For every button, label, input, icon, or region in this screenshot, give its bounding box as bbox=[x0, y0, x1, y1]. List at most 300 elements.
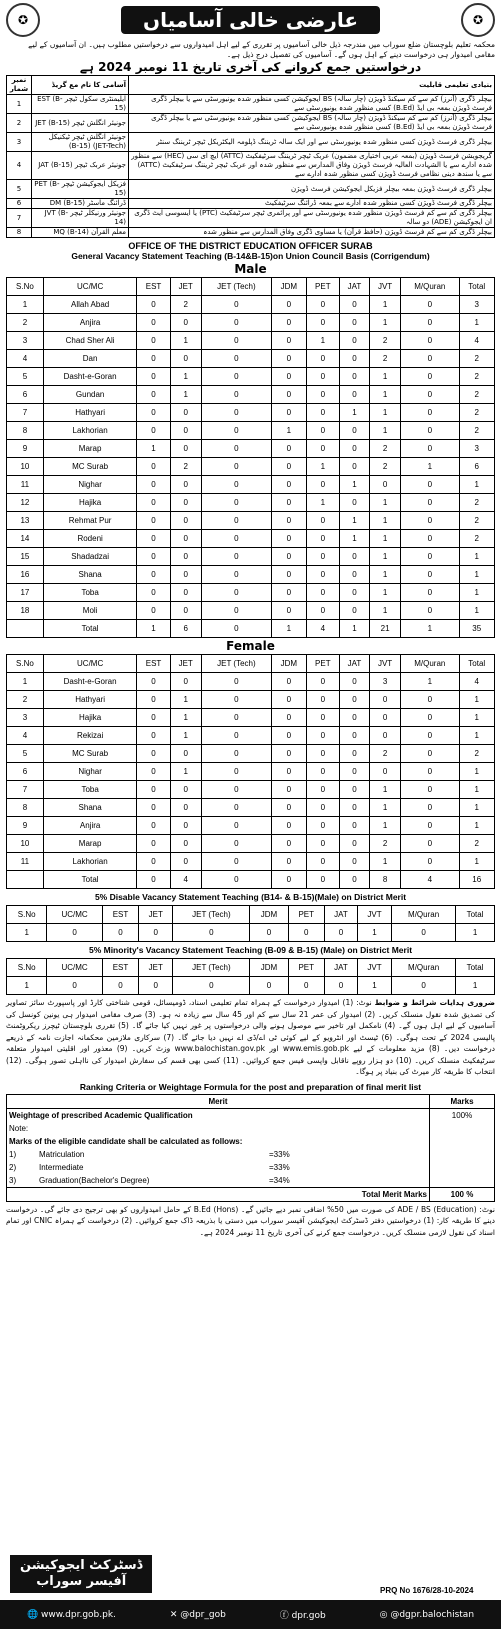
table-cell: 0 bbox=[401, 566, 459, 584]
table-cell bbox=[7, 620, 44, 638]
column-header: Total bbox=[456, 959, 495, 977]
table-cell: 0 bbox=[339, 763, 369, 781]
table-cell: 5 bbox=[7, 745, 44, 763]
table-cell: 1 bbox=[456, 977, 495, 995]
post-num: 7 bbox=[7, 209, 32, 228]
table-cell: 0 bbox=[272, 853, 307, 871]
column-header: JAT bbox=[339, 278, 369, 296]
table-cell: 0 bbox=[201, 835, 271, 853]
table-cell: 0 bbox=[201, 584, 271, 602]
table-cell: 0 bbox=[339, 602, 369, 620]
table-cell: 0 bbox=[137, 404, 170, 422]
merit-item bbox=[9, 1174, 427, 1187]
table-cell: 0 bbox=[272, 781, 307, 799]
table-cell: 0 bbox=[401, 494, 459, 512]
table-cell: 9 bbox=[7, 440, 44, 458]
table-cell: 1 bbox=[7, 977, 47, 995]
column-header: JET (Tech) bbox=[201, 655, 271, 673]
table-cell: 0 bbox=[137, 530, 170, 548]
table-cell: 0 bbox=[137, 781, 170, 799]
table-cell: 1 bbox=[370, 296, 401, 314]
table-cell: 0 bbox=[272, 440, 307, 458]
table-row bbox=[7, 422, 495, 440]
table-cell: Hathyari bbox=[43, 691, 137, 709]
table-cell: 1 bbox=[370, 799, 401, 817]
table-cell: 0 bbox=[306, 853, 339, 871]
table-cell: 0 bbox=[170, 530, 201, 548]
table-cell: 0 bbox=[306, 314, 339, 332]
table-cell: 2 bbox=[370, 835, 401, 853]
footer-instagram[interactable] bbox=[380, 1610, 474, 1620]
column-header: JET bbox=[139, 959, 173, 977]
column-header: M/Quran bbox=[392, 906, 456, 924]
table-cell: Allah Abad bbox=[43, 296, 137, 314]
table-row bbox=[7, 817, 495, 835]
table-cell: 0 bbox=[201, 817, 271, 835]
column-header: JAT bbox=[339, 655, 369, 673]
post-qual: بیچلر ڈگری فرسٹ ڈویژن بمعہ بیچلر فزیکل ایجوکیشن فرسٹ ڈویژن bbox=[129, 180, 495, 199]
table-cell: 0 bbox=[250, 977, 288, 995]
table-cell: 2 bbox=[459, 745, 495, 763]
table-cell: 0 bbox=[401, 332, 459, 350]
column-header: JET bbox=[139, 906, 173, 924]
table-cell: 0 bbox=[401, 763, 459, 781]
table-cell: 2 bbox=[459, 512, 495, 530]
merit-details bbox=[7, 1108, 430, 1187]
table-cell: 0 bbox=[137, 548, 170, 566]
table-cell: 0 bbox=[170, 799, 201, 817]
table-cell: 0 bbox=[137, 602, 170, 620]
table-cell: Shadadzai bbox=[43, 548, 137, 566]
table-cell: 0 bbox=[201, 386, 271, 404]
table-cell: 0 bbox=[401, 727, 459, 745]
post-row bbox=[7, 152, 495, 180]
table-cell: 0 bbox=[306, 404, 339, 422]
table-row bbox=[7, 332, 495, 350]
table-cell: 1 bbox=[306, 332, 339, 350]
table-cell: 0 bbox=[272, 763, 307, 781]
government-seal-icon: ✪ bbox=[6, 3, 40, 37]
table-cell: 0 bbox=[272, 476, 307, 494]
table-cell: 0 bbox=[272, 368, 307, 386]
table-row bbox=[7, 512, 495, 530]
table-cell: 35 bbox=[459, 620, 495, 638]
table-cell: 0 bbox=[201, 566, 271, 584]
post-num: 4 bbox=[7, 152, 32, 180]
table-cell: 0 bbox=[306, 817, 339, 835]
table-cell: 0 bbox=[201, 368, 271, 386]
table-cell: 1 bbox=[370, 368, 401, 386]
table-cell: 0 bbox=[137, 817, 170, 835]
table-cell: Rekizai bbox=[43, 727, 137, 745]
table-row bbox=[7, 530, 495, 548]
footer-bar bbox=[0, 1600, 501, 1629]
table-cell: 11 bbox=[7, 853, 44, 871]
signature-line-1: ڈسٹرکٹ ایجوکیشن bbox=[20, 1558, 143, 1573]
post-row bbox=[7, 228, 495, 238]
table-cell: 0 bbox=[401, 404, 459, 422]
table-cell: 0 bbox=[272, 566, 307, 584]
column-header: M/Quran bbox=[401, 278, 459, 296]
table-cell: Toba bbox=[43, 781, 137, 799]
total-merit-value: 100 % bbox=[430, 1187, 495, 1201]
table-cell: 0 bbox=[339, 817, 369, 835]
table-cell: 0 bbox=[339, 799, 369, 817]
minority-title: 5% Minority's Vacancy Statement Teaching (B-09 & B-15) (Male) on District Merit bbox=[88, 945, 413, 955]
table-cell: 0 bbox=[339, 709, 369, 727]
merit-item-label: Matriculation bbox=[39, 1149, 85, 1159]
total-row bbox=[7, 871, 495, 889]
table-cell: 0 bbox=[370, 727, 401, 745]
table-cell: Nighar bbox=[43, 476, 137, 494]
male-label: Male bbox=[234, 262, 267, 276]
table-cell: 1 bbox=[170, 691, 201, 709]
table-cell: 0 bbox=[370, 763, 401, 781]
table-cell: 0 bbox=[272, 530, 307, 548]
table-cell: 0 bbox=[339, 727, 369, 745]
post-qual: بیچلر ڈگری کم سے کم فرسٹ ڈویژن (حافظ قرآن) یا مساوی ڈگری وفاق المدارس سے منظور شدہ bbox=[129, 228, 495, 238]
header bbox=[0, 0, 501, 40]
column-header: JDM bbox=[250, 959, 288, 977]
table-cell: 0 bbox=[306, 566, 339, 584]
table-cell: 4 bbox=[459, 332, 495, 350]
table-cell: Hathyari bbox=[43, 404, 137, 422]
table-cell: 0 bbox=[137, 422, 170, 440]
table-cell: 1 bbox=[370, 602, 401, 620]
table-cell: 0 bbox=[201, 709, 271, 727]
table-cell: 0 bbox=[201, 422, 271, 440]
table-cell: 0 bbox=[272, 727, 307, 745]
table-cell: 0 bbox=[170, 314, 201, 332]
column-header: S.No bbox=[7, 959, 47, 977]
male-vacancy-table bbox=[6, 277, 495, 638]
table-cell: 0 bbox=[392, 924, 456, 942]
post-post: ڈرائنگ ماسٹر DM (B-15) bbox=[32, 199, 129, 209]
column-header: JVT bbox=[370, 278, 401, 296]
table-cell: 2 bbox=[370, 440, 401, 458]
table-cell: 0 bbox=[339, 691, 369, 709]
footer-web-text: www.dpr.gob.pk. bbox=[41, 1609, 116, 1620]
footer-facebook[interactable] bbox=[280, 1608, 326, 1621]
column-header: S.No bbox=[7, 906, 47, 924]
table-cell: 8 bbox=[7, 799, 44, 817]
table-cell: 0 bbox=[201, 530, 271, 548]
table-cell: 2 bbox=[459, 530, 495, 548]
table-cell: 1 bbox=[370, 584, 401, 602]
footer-twitter-text: @dpr_gob bbox=[180, 1609, 226, 1620]
table-cell: 1 bbox=[170, 368, 201, 386]
table-cell: Dan bbox=[43, 350, 137, 368]
table-cell: 0 bbox=[201, 673, 271, 691]
table-cell: Shana bbox=[43, 799, 137, 817]
table-cell: 0 bbox=[137, 512, 170, 530]
table-cell: 0 bbox=[401, 530, 459, 548]
facebook-icon: ⓕ bbox=[279, 1611, 289, 1621]
table-cell: 0 bbox=[137, 566, 170, 584]
table-cell: 0 bbox=[170, 476, 201, 494]
table-cell: 0 bbox=[272, 835, 307, 853]
table-cell: 0 bbox=[339, 835, 369, 853]
table-cell: 0 bbox=[201, 691, 271, 709]
footer-web[interactable] bbox=[27, 1610, 116, 1620]
table-cell: Anjira bbox=[43, 314, 137, 332]
table-cell: 0 bbox=[139, 924, 173, 942]
table-cell: 16 bbox=[7, 566, 44, 584]
table-cell: 0 bbox=[306, 691, 339, 709]
table-cell: 0 bbox=[401, 512, 459, 530]
table-cell: 0 bbox=[272, 386, 307, 404]
table-row bbox=[7, 440, 495, 458]
table-cell: 6 bbox=[459, 458, 495, 476]
table-cell: 0 bbox=[401, 296, 459, 314]
table-cell: 12 bbox=[7, 494, 44, 512]
post-row bbox=[7, 95, 495, 114]
table-cell: 0 bbox=[306, 799, 339, 817]
post-num: 2 bbox=[7, 114, 32, 133]
table-cell: 4 bbox=[170, 871, 201, 889]
table-cell: 0 bbox=[339, 871, 369, 889]
intro-text: محکمہ تعلیم بلوچستان ضلع سوراب میں مندرجہ ذیل خالی آسامیوں پر تقرری کے لیے اہل امیدواروں سے درخواستیں مطلوب ہیں۔ ان آسامیوں کے لیے مقامی امیدوار ہی درخواست دینے کے اہل ہوں گے۔ آسامیوں کی تفصیل درج ذیل ہے۔ bbox=[28, 40, 495, 59]
table-cell: 1 bbox=[459, 602, 495, 620]
table-cell: Dasht-e-Goran bbox=[43, 673, 137, 691]
table-cell: 1 bbox=[339, 404, 369, 422]
table-cell: 2 bbox=[170, 296, 201, 314]
table-row bbox=[7, 566, 495, 584]
table-cell: 0 bbox=[392, 977, 456, 995]
table-cell: 0 bbox=[137, 350, 170, 368]
table-cell: 3 bbox=[7, 332, 44, 350]
table-cell: 0 bbox=[306, 530, 339, 548]
column-header: Total bbox=[459, 655, 495, 673]
column-header: JET bbox=[170, 278, 201, 296]
column-header: PET bbox=[306, 655, 339, 673]
table-cell: 7 bbox=[7, 781, 44, 799]
table-cell: 1 bbox=[459, 799, 495, 817]
table-cell: 0 bbox=[339, 745, 369, 763]
table-cell: 1 bbox=[7, 924, 47, 942]
table-cell: 1 bbox=[459, 314, 495, 332]
table-cell: Chad Sher Ali bbox=[43, 332, 137, 350]
table-cell: 0 bbox=[288, 924, 324, 942]
post-num: 3 bbox=[7, 133, 32, 152]
table-cell: Marap bbox=[43, 835, 137, 853]
table-cell: 1 bbox=[370, 512, 401, 530]
header-post: آسامی کا نام مع گریڈ bbox=[32, 76, 129, 95]
table-cell: 0 bbox=[201, 476, 271, 494]
table-cell: 8 bbox=[370, 871, 401, 889]
column-header: JVT bbox=[370, 655, 401, 673]
table-cell: 0 bbox=[201, 494, 271, 512]
table-cell: 4 bbox=[401, 871, 459, 889]
table-cell: 0 bbox=[137, 332, 170, 350]
table-cell: 2 bbox=[7, 314, 44, 332]
table-cell: 1 bbox=[170, 763, 201, 781]
footer-instagram-text: @dgpr.balochistan bbox=[390, 1609, 475, 1620]
page-title: عارضی خالی آسامیاں bbox=[121, 6, 380, 34]
table-row bbox=[7, 673, 495, 691]
column-header: UC/MC bbox=[43, 278, 137, 296]
table-cell: 0 bbox=[137, 709, 170, 727]
table-row bbox=[7, 853, 495, 871]
table-cell: 0 bbox=[288, 977, 324, 995]
column-header: PET bbox=[306, 278, 339, 296]
table-cell: 0 bbox=[201, 548, 271, 566]
table-cell: 1 bbox=[272, 620, 307, 638]
table-cell: 1 bbox=[306, 458, 339, 476]
table-cell: 1 bbox=[459, 548, 495, 566]
table-cell: 0 bbox=[339, 296, 369, 314]
table-cell: 7 bbox=[7, 404, 44, 422]
table-cell: 0 bbox=[137, 386, 170, 404]
table-cell: 0 bbox=[201, 727, 271, 745]
table-cell: 1 bbox=[459, 727, 495, 745]
table-cell: 0 bbox=[137, 476, 170, 494]
table-cell: 0 bbox=[401, 853, 459, 871]
table-cell: 1 bbox=[370, 781, 401, 799]
table-cell: 0 bbox=[137, 691, 170, 709]
table-cell: 2 bbox=[459, 350, 495, 368]
merit-item bbox=[9, 1161, 427, 1174]
table-cell: 0 bbox=[401, 476, 459, 494]
table-cell: 2 bbox=[459, 386, 495, 404]
table-cell: 1 bbox=[401, 458, 459, 476]
table-cell: 0 bbox=[306, 350, 339, 368]
column-header: JDM bbox=[272, 655, 307, 673]
table-cell: 0 bbox=[170, 512, 201, 530]
table-cell: 1 bbox=[370, 494, 401, 512]
table-cell: 0 bbox=[306, 368, 339, 386]
table-cell: 0 bbox=[339, 440, 369, 458]
table-cell: 1 bbox=[370, 386, 401, 404]
table-cell: 0 bbox=[272, 458, 307, 476]
table-cell: 0 bbox=[401, 745, 459, 763]
table-cell: 0 bbox=[324, 924, 357, 942]
table-cell: 0 bbox=[170, 494, 201, 512]
column-header: M/Quran bbox=[392, 959, 456, 977]
table-cell: 0 bbox=[137, 745, 170, 763]
table-cell: 0 bbox=[339, 673, 369, 691]
table-cell: 0 bbox=[201, 440, 271, 458]
post-post: جونیئر انگلش ٹیچر ٹیکنیکل (JET-Tech) (B-15) bbox=[32, 133, 129, 152]
table-cell: 0 bbox=[324, 977, 357, 995]
globe-icon: 🌐 bbox=[26, 1609, 39, 1620]
table-cell: 1 bbox=[370, 566, 401, 584]
header-qual: بنیادی تعلیمی قابلیت bbox=[129, 76, 495, 95]
table-cell: Total bbox=[43, 871, 137, 889]
department-logo-icon: ✪ bbox=[461, 3, 495, 37]
table-cell: 1 bbox=[401, 673, 459, 691]
table-cell: 1 bbox=[306, 494, 339, 512]
table-cell: Rehmat Pur bbox=[43, 512, 137, 530]
female-vacancy-table bbox=[6, 654, 495, 889]
table-cell: 1 bbox=[459, 691, 495, 709]
female-label: Female bbox=[226, 639, 275, 653]
table-cell: 10 bbox=[7, 835, 44, 853]
table-cell: 0 bbox=[339, 350, 369, 368]
merit-item-number: 3) bbox=[9, 1175, 17, 1185]
twitter-icon: ✕ bbox=[169, 1609, 178, 1620]
column-header: EST bbox=[102, 959, 138, 977]
signature-block bbox=[10, 1555, 152, 1593]
office-title: OFFICE OF THE DISTRICT EDUCATION OFFICER SURAB bbox=[128, 241, 373, 251]
footer-twitter[interactable] bbox=[170, 1610, 226, 1620]
table-row bbox=[7, 691, 495, 709]
table-cell: 1 bbox=[459, 476, 495, 494]
table-cell: 0 bbox=[339, 368, 369, 386]
merit-item-value: =34% bbox=[269, 1175, 290, 1185]
statement-subtitle: General Vacancy Statement Teaching (B-14&B-15)on Union Council Basis (Corrigendum) bbox=[71, 251, 430, 261]
table-cell: 0 bbox=[339, 584, 369, 602]
column-header: Total bbox=[456, 906, 495, 924]
table-cell: 1 bbox=[459, 709, 495, 727]
prq-number: PRQ No 1676/28-10-2024 bbox=[380, 1586, 474, 1595]
merit-item-value: =33% bbox=[269, 1162, 290, 1172]
table-cell: 10 bbox=[7, 458, 44, 476]
table-cell: 0 bbox=[47, 977, 102, 995]
table-cell: 0 bbox=[201, 853, 271, 871]
table-cell: 4 bbox=[7, 727, 44, 745]
table-row bbox=[7, 368, 495, 386]
table-cell: 0 bbox=[401, 386, 459, 404]
table-cell: 1 bbox=[272, 422, 307, 440]
column-header: JDM bbox=[272, 278, 307, 296]
table-cell: 0 bbox=[201, 458, 271, 476]
table-cell: 0 bbox=[339, 853, 369, 871]
post-row bbox=[7, 133, 495, 152]
table-row bbox=[7, 548, 495, 566]
table-cell: 0 bbox=[170, 745, 201, 763]
post-num: 8 bbox=[7, 228, 32, 238]
column-header: JET bbox=[170, 655, 201, 673]
merit-table bbox=[6, 1094, 495, 1202]
table-cell: Nighar bbox=[43, 763, 137, 781]
table-cell: 0 bbox=[201, 296, 271, 314]
table-cell: 18 bbox=[7, 602, 44, 620]
table-cell: 0 bbox=[137, 799, 170, 817]
table-cell: 0 bbox=[272, 332, 307, 350]
table-cell: 0 bbox=[170, 440, 201, 458]
header-num: نمبر شمار bbox=[7, 76, 32, 95]
table-cell: 4 bbox=[7, 350, 44, 368]
table-cell: 0 bbox=[272, 548, 307, 566]
table-cell: 0 bbox=[401, 314, 459, 332]
table-cell: 1 bbox=[7, 673, 44, 691]
column-header: JAT bbox=[324, 906, 357, 924]
table-cell: 0 bbox=[272, 709, 307, 727]
table-cell: 0 bbox=[170, 404, 201, 422]
table-cell: 0 bbox=[201, 314, 271, 332]
table-cell: 0 bbox=[170, 584, 201, 602]
table-cell: 0 bbox=[173, 924, 250, 942]
table-cell: 0 bbox=[137, 673, 170, 691]
table-cell: 0 bbox=[306, 548, 339, 566]
post-qual: بیچلر ڈگری (آنرز) کم سے کم سیکنڈ ڈویژن (چار سالہ) BS ایجوکیشن کسی منظور شدہ یونیورسٹی سے یا بیچلر ڈگری فرسٹ ڈویژن بمعہ بی ایڈ (B.Ed) کسی منظور شدہ یونیورسٹی سے bbox=[129, 114, 495, 133]
table-cell: 0 bbox=[272, 494, 307, 512]
table-cell: Total bbox=[43, 620, 137, 638]
column-header: JVT bbox=[357, 959, 391, 977]
column-header: EST bbox=[102, 906, 138, 924]
table-cell: 2 bbox=[370, 745, 401, 763]
table-cell: 1 bbox=[170, 727, 201, 745]
table-cell: 0 bbox=[339, 314, 369, 332]
table-row bbox=[7, 476, 495, 494]
table-cell: 0 bbox=[370, 691, 401, 709]
table-cell: 1 bbox=[370, 853, 401, 871]
post-post: جونیئر انگلش ٹیچر JET (B-15) bbox=[32, 114, 129, 133]
post-qual: گریجویشن فرسٹ ڈویژن (بمعہ عربی اختیاری مضمون) عربک ٹیچر ٹریننگ سرٹیفکیٹ (ATTC) ایچ ای سی (HEC) سے منظور شدہ ادارے سے یا الشہادت العالیہ فرسٹ ڈویژن وفاق المدارس سے منظور شدہ اور عربک ٹیچر ٹریننگ سرٹیفکیٹ (ATTC) سے یا سندھ دینی نظامی فرسٹ ڈویژن کسی منظور شدہ ادارے سے bbox=[129, 152, 495, 180]
table-cell: 0 bbox=[272, 745, 307, 763]
post-row bbox=[7, 199, 495, 209]
